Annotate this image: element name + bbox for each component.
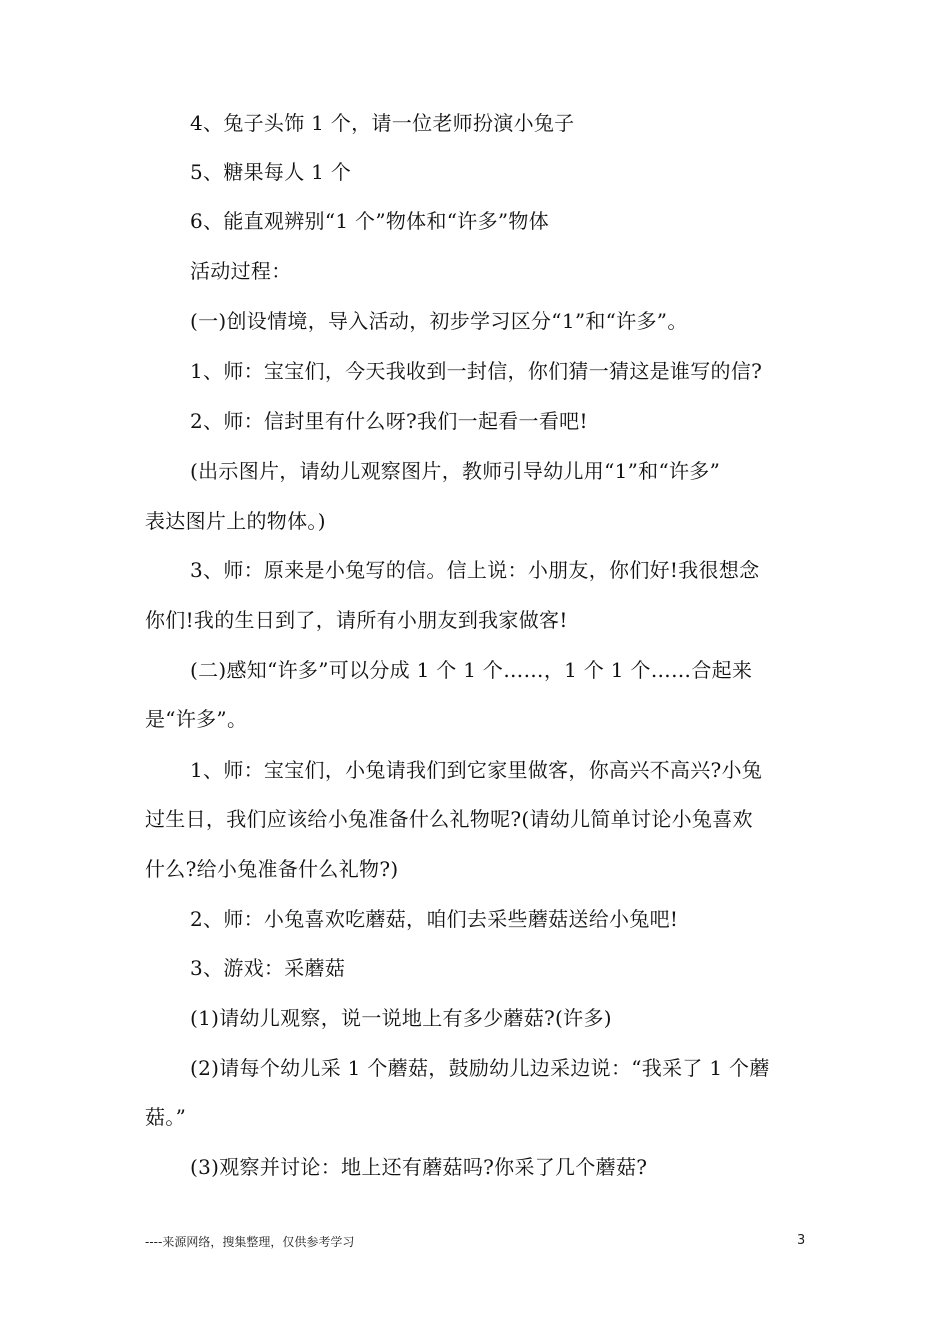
text-line-5: (一)创设情境，导入活动，初步学习区分“1”和“许多”。 [190,309,688,333]
text-line-2: 5、糖果每人 1 个 [190,160,352,184]
footer-source-text: ----来源网络，搜集整理，仅供参考学习 [145,1235,355,1249]
text-line-20: (2)请每个幼儿采 1 个蘑菇，鼓励幼儿边采边说：“我采了 1 个蘑 [190,1056,770,1080]
text-line-14: 1、师：宝宝们，小兔请我们到它家里做客，你高兴不高兴?小兔 [190,758,763,782]
text-line-12: (二)感知“许多”可以分成 1 个 1 个……，1 个 1 个……合起来 [190,658,753,682]
text-line-7: 2、师：信封里有什么呀?我们一起看一看吧! [190,409,588,433]
text-line-1: 4、兔子头饰 1 个，请一位老师扮演小兔子 [190,111,575,135]
text-line-21: 菇。” [145,1105,187,1129]
text-line-19: (1)请幼儿观察，说一说地上有多少蘑菇?(许多) [190,1006,612,1030]
text-line-16: 什么?给小兔准备什么礼物?) [145,857,399,881]
text-line-6: 1、师：宝宝们，今天我收到一封信，你们猜一猜这是谁写的信? [190,359,763,383]
text-line-18: 3、游戏：采蘑菇 [190,956,346,980]
text-line-22: (3)观察并讨论：地上还有蘑菇吗?你采了几个蘑菇? [190,1155,648,1179]
text-line-4: 活动过程： [190,259,292,283]
text-line-15: 过生日，我们应该给小兔准备什么礼物呢?(请幼儿简单讨论小兔喜欢 [145,807,753,831]
text-line-17: 2、师：小兔喜欢吃蘑菇，咱们去采些蘑菇送给小兔吧! [190,907,679,931]
text-line-8: (出示图片，请幼儿观察图片，教师引导幼儿用“1”和“许多” [190,459,721,483]
text-line-10: 3、师：原来是小兔写的信。信上说：小朋友，你们好!我很想念 [190,558,760,582]
page-number: 3 [797,1233,806,1248]
text-line-3: 6、能直观辨别“1 个”物体和“许多”物体 [190,209,550,233]
text-line-9: 表达图片上的物体。) [145,509,326,533]
text-line-11: 你们!我的生日到了，请所有小朋友到我家做客! [145,608,568,632]
text-line-13: 是“许多”。 [145,707,248,731]
